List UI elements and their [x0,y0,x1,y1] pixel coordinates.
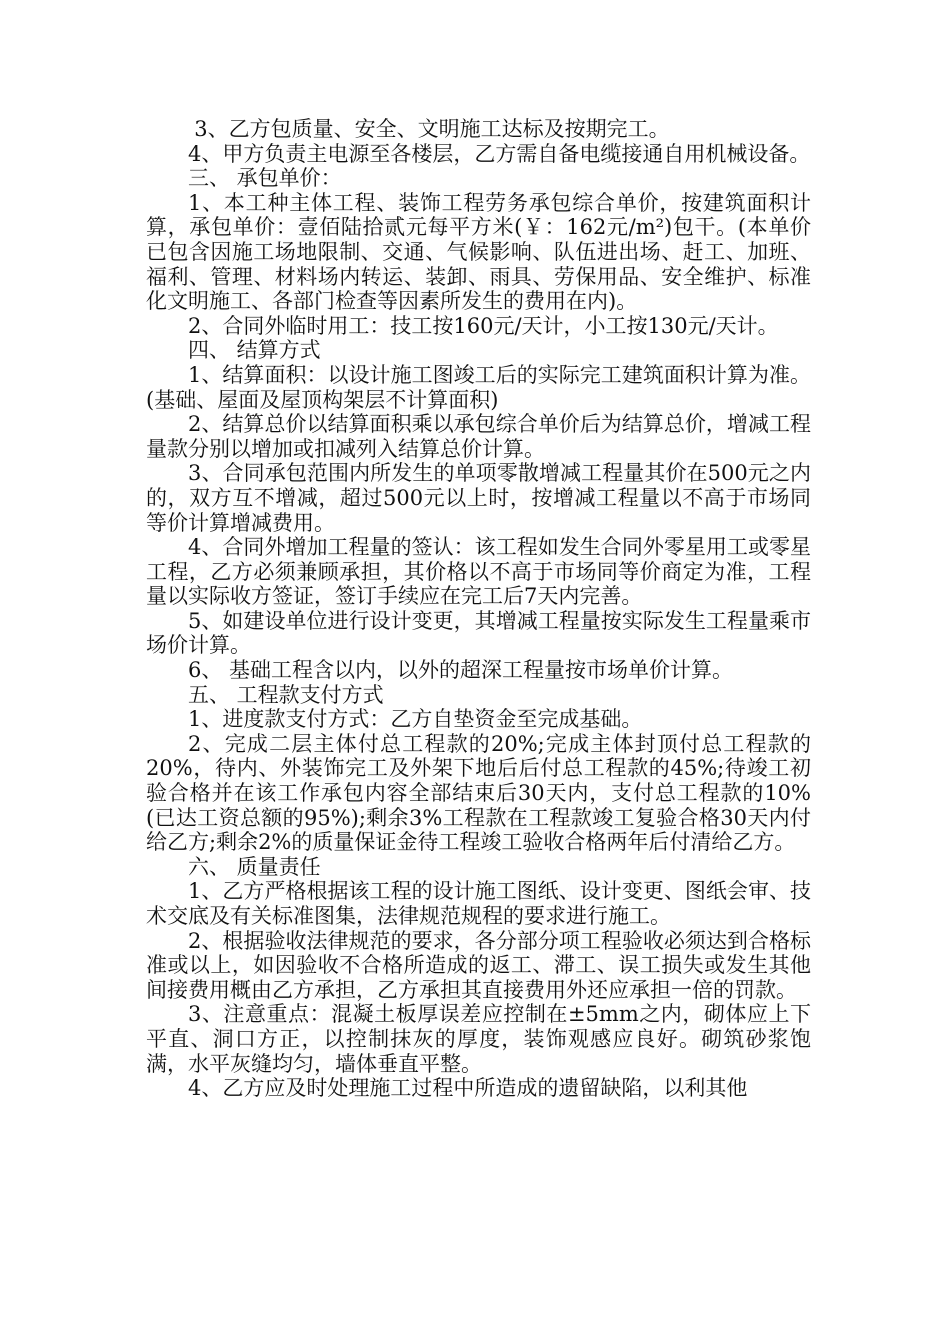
section-heading-5: 五、 工程款支付方式 [188,682,384,707]
paragraph-14: 1、进度款支付方式：乙方自垫资金至完成基础。 [188,707,643,732]
paragraph-8: 2、结算总价以结算面积乘以承包综合单价后为结算总价，增减工程量款分别以增加或扣减列入结算总价计算。 [146,412,811,461]
section-heading-6: 六、 质量责任 [188,854,321,879]
paragraph-10: 4、合同外增加工程量的签认：该工程如发生合同外零星用工或零星工程，乙方必须兼顾承担，其价格以不高于市场同等价商定为准，工程量以实际收方签证，签订手续应在完工后7天内完善。 [146,535,811,609]
paragraph-17: 1、乙方严格根据该工程的设计施工图纸、设计变更、图纸会审、技术交底及有关标准图集，法律规范规程的要求进行施工。 [146,879,811,928]
paragraph-2: 4、甲方负责主电源至各楼层，乙方需自备电缆接通自用机械设备。 [188,141,811,166]
section-heading-3: 三、 承包单价： [188,166,342,191]
paragraph-7: 1、结算面积：以设计施工图竣工后的实际完工建筑面积计算为准。(基础、屋面及屋顶构架层不计算面积) [146,362,811,412]
paragraph-15: 2、完成二层主体付总工程款的20%;完成主体封顶付总工程款的20%，待内、外装饰完工及外架下地后后付总工程款的45%;待竣工初验合格并在该工作承包内容全部结束后30天内，支付总工程款的10%(已达工资总额的95%);剩余3%工程款在工程款竣工复验合格30天内付给乙方;剩余2%的质量保证金待工程竣工验收合格两年后付清给乙方。 [146,731,811,855]
paragraph-18: 2、根据验收法律规范的要求，各分部分项工程验收必须达到合格标准或以上，如因验收不合格所造成的返工、滞工、误工损失或发生其他间接费用概由乙方承担，乙方承担其直接费用外还应承担一倍的罚款。 [146,928,811,1002]
paragraph-19: 3、注意重点：混凝土板厚误差应控制在±5mm之内，砌体应上下平直、洞口方正，以控制抹灰的厚度，装饰观感应良好。砌筑砂浆饱满，水平灰缝均匀，墙体垂直平整。 [146,1002,811,1076]
paragraph-5: 2、合同外临时用工：技工按160元/天计，小工按130元/天计。 [188,313,779,338]
document-body [146,117,811,1101]
paragraph-11: 5、如建设单位进行设计变更，其增减工程量按实际发生工程量乘市场价计算。 [146,608,811,658]
paragraph-20: 4、乙方应及时处理施工过程中所造成的遗留缺陷，以利其他 [188,1076,748,1101]
paragraph-1: 3、乙方包质量、安全、文明施工达标及按期完工。 [194,117,670,141]
section-heading-4: 四、 结算方式 [188,338,321,363]
paragraph-12: 6、 基础工程含以内，以外的超深工程量按市场单价计算。 [188,658,734,683]
paragraph-9: 3、合同承包范围内所发生的单项零散增减工程量其价在500元之内的，双方互不增减，超过500元以上时，按增减工程量以不高于市场同等价计算增减费用。 [146,461,811,535]
paragraph-4: 1、本工种主体工程、装饰工程劳务承包综合单价，按建筑面积计算，承包单价：壹佰陆拾贰元每平方米(￥：162元/m²)包干。(本单价已包含因施工场地限制、交通、气候影响、队伍进出场、赶工、加班、福利、管理、材料场内转运、装卸、雨具、劳保用品、安全维护、标准化文明施工、各部门检查等因素所发生的费用在内)。 [146,190,811,314]
